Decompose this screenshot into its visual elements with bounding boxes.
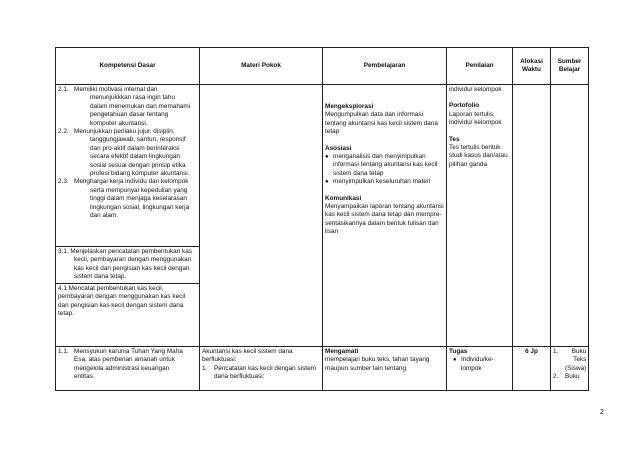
alokasi-value: 6 Jp [525,348,538,355]
header-kompetensi-dasar: Kompetensi Dasar [56,48,200,85]
penilaian-cell [447,347,513,391]
list-item: ● Individu/ke- lompok [453,356,494,372]
kd-item: 2.2. Menunjukkan perilaku jujur, disiplin, tanggungjawab, santun, responsif dan pro-aktif dalam berinteraksi secara efektif dalam lingkungan sosial sesuai dengan prinsip etika profesi bidang komputer akuntansi. [58,128,190,178]
kd-block-2 [56,86,199,246]
asosiasi-heading: Asosiasi [325,144,352,152]
mengamati-heading: Mengamati [325,348,359,355]
sumber-belajar-cell [551,85,589,347]
bullet-icon: ● [325,154,329,161]
syllabus-table [55,47,589,391]
portofolio-heading: Portofolio [449,102,480,110]
materi-pokok-cell: Akuntansi kas kecil sistem dana berfluktuasi: 1. Pencatatan kas kecil dengan sistem dana berfluktuasi: [200,347,323,391]
mengeksplorasi-heading: Mengeksplorasi [325,103,374,110]
header-materi-pokok: Materi Pokok [200,48,323,85]
pembelajaran-cell: Mengamati mempelajari buku teks, tahan tayang maupun sumber lain tentang [323,347,447,391]
kd-item: 1.1. Mensyukuri karunia Tuhan Yang Maha Esa, atas pemberian amanah untuk mengelola administrasi keuangan entitas. [58,348,183,381]
kd-item: 2.1. Memiliki motivasi internal dan menunjukkkan rasa ingin tahu dalam menemukan dan memahami pengetahuan dasar tentang komputer akuntansi. [58,86,191,127]
kompetensi-dasar-cell [56,347,200,391]
list-item: ● menyimpulkan keseluruhan materi [325,178,431,186]
alokasi-waktu-cell [513,85,551,347]
list-item: 1. Buku Teks (Siswa) [553,348,587,372]
kd-blocks [56,86,199,320]
kd-block-4: 4.1 Mencatat pembentukan kas kecil, pembayaran dengan menggunakan kas kecil dan pengisian kas kecil dengan sistem dana tetap. [56,283,199,320]
alokasi-waktu-cell [513,347,551,391]
tugas-heading: Tugas [449,348,468,355]
komunikasi-text: Menyampaikan laporan tentang akuntansi kas kecil sistem dana tetap dan mempre-sentasikannya dalam bentuk tulisan dan lisan [325,203,444,236]
bullet-icon: ● [453,357,457,364]
header-alokasi-waktu: Alokasi Waktu [513,48,551,85]
kd-block-3: 3.1. Menjelaskan pencatatan pembentukan kas kecil, pembayaran dengan menggunakan kas kecil dan pengisian kas kecil dengan sistem dana tetap. [56,246,199,283]
header-pembelajaran: Pembelajaran [323,48,447,85]
list-item: 1. Pencatatan kas kecil dengan sistem dana berfluktuasi: [202,364,316,381]
table-row [56,85,589,347]
komunikasi-heading: Komunikasi [325,194,362,202]
list-item: 2. Buku [553,373,580,381]
pembelajaran-cell [323,85,447,347]
tes-heading: Tes [449,135,460,143]
header-sumber-belajar: Sumber Belajar [551,48,589,85]
kd-item: 2.3. Menghargai kerja individu dan kelompok serta mempunyai kepedulian yang tinggi dalam menjaga keselarasan lingkungan sosial, lingkungan kerja dan alam. [58,178,190,220]
kompetensi-dasar-cell [56,85,200,347]
table-header-row [56,48,589,85]
penilaian-cell: individu/ kelompok Portofolio Laporan tertulis individu/ kelompok Tes Tes tertulis bentuk studi kasus dan/atau pilihan ganda [447,85,513,347]
table-row [56,347,589,391]
page-number: 2 [600,409,604,416]
materi-pokok-cell [200,85,323,347]
sumber-belajar-cell [551,347,589,391]
mengeksplorasi-text: Mengumpulkan data dan informasi tentang akuntansi kas kecil sistem dana tetap [325,111,438,136]
bullet-icon: ● [325,179,329,186]
header-penilaian: Penilaian [447,48,513,85]
list-item: ● menganalisis dan menyimpulkan informasi tentang akuntansi kas kecil sistem dana tetap [325,153,438,177]
